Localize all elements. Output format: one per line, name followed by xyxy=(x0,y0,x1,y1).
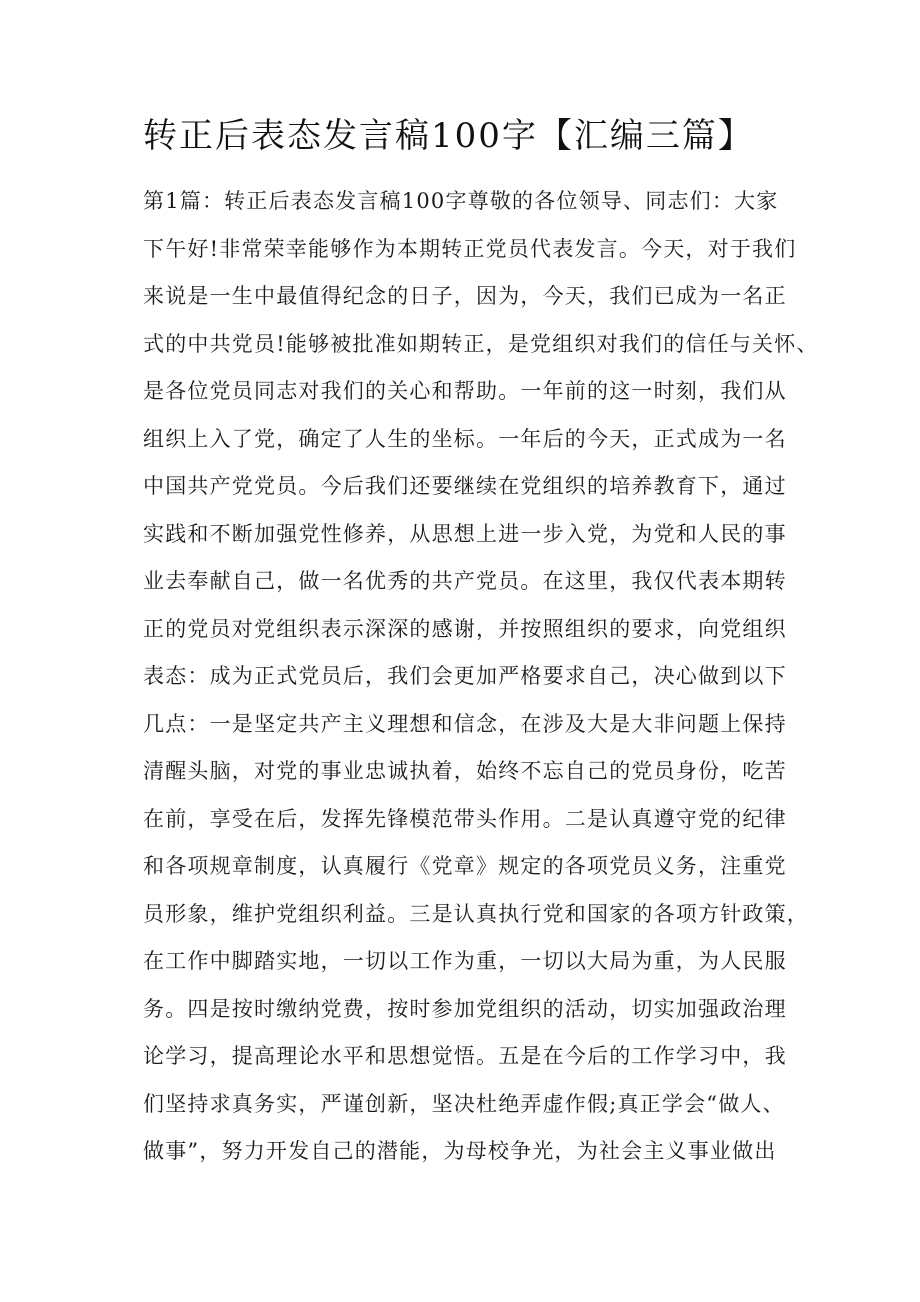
body-line: 做事”，努力开发自己的潜能，为母校争光，为社会主义事业做出 xyxy=(143,1139,777,1163)
body-line: 在工作中脚踏实地，一切以工作为重，一切以大局为重，为人民服 xyxy=(143,949,787,973)
body-line: 清醒头脑，对党的事业忠诚执着，始终不忘自己的党员身份，吃苦 xyxy=(143,759,787,783)
body-line: 组织上入了党，确定了人生的坐标。一年后的今天，正式成为一名 xyxy=(143,426,787,451)
document-title: 转正后表态发言稿100字【汇编三篇】 xyxy=(143,116,754,156)
body-line: 实践和不断加强党性修养，从思想上进一步入党，为党和人民的事 xyxy=(143,521,787,546)
body-line: 正的党员对党组织表示深深的感谢，并按照组织的要求，向党组织 xyxy=(143,616,787,641)
body-line: 务。四是按时缴纳党费，按时参加党组织的活动，切实加强政治理 xyxy=(143,996,787,1021)
body-line: 在前，享受在后，发挥先锋模范带头作用。二是认真遵守党的纪律 xyxy=(143,806,787,831)
body-line: 们坚持求真务实，严谨创新，坚决杜绝弄虚作假;真正学会“做人、 xyxy=(143,1091,785,1116)
body-line: 第1篇：转正后表态发言稿100字尊敬的各位领导、同志们：大家 xyxy=(143,189,779,213)
body-line: 下午好!非常荣幸能够作为本期转正党员代表发言。今天，对于我们 xyxy=(143,236,797,261)
body-line: 论学习，提高理论水平和思想觉悟。五是在今后的工作学习中，我 xyxy=(143,1044,787,1068)
body-line: 式的中共党员!能够被批准如期转正，是党组织对我们的信任与关怀、 xyxy=(143,331,819,356)
document-body xyxy=(143,178,819,1176)
body-line: 来说是一生中最值得纪念的日子，因为，今天，我们已成为一名正 xyxy=(143,284,787,308)
body-line: 表态：成为正式党员后，我们会更加严格要求自己，决心做到以下 xyxy=(143,664,787,688)
body-line: 几点：一是坚定共产主义理想和信念，在涉及大是大非问题上保持 xyxy=(143,711,787,736)
body-line: 业去奉献自己，做一名优秀的共产党员。在这里，我仅代表本期转 xyxy=(143,569,787,593)
body-line: 中国共产党党员。今后我们还要继续在党组织的培养教育下，通过 xyxy=(143,474,787,498)
body-line: 是各位党员同志对我们的关心和帮助。一年前的这一时刻，我们从 xyxy=(143,379,787,403)
body-line: 员形象，维护党组织利益。三是认真执行党和国家的各项方针政策， xyxy=(143,901,809,926)
body-line: 和各项规章制度，认真履行《党章》规定的各项党员义务，注重党 xyxy=(143,854,787,878)
